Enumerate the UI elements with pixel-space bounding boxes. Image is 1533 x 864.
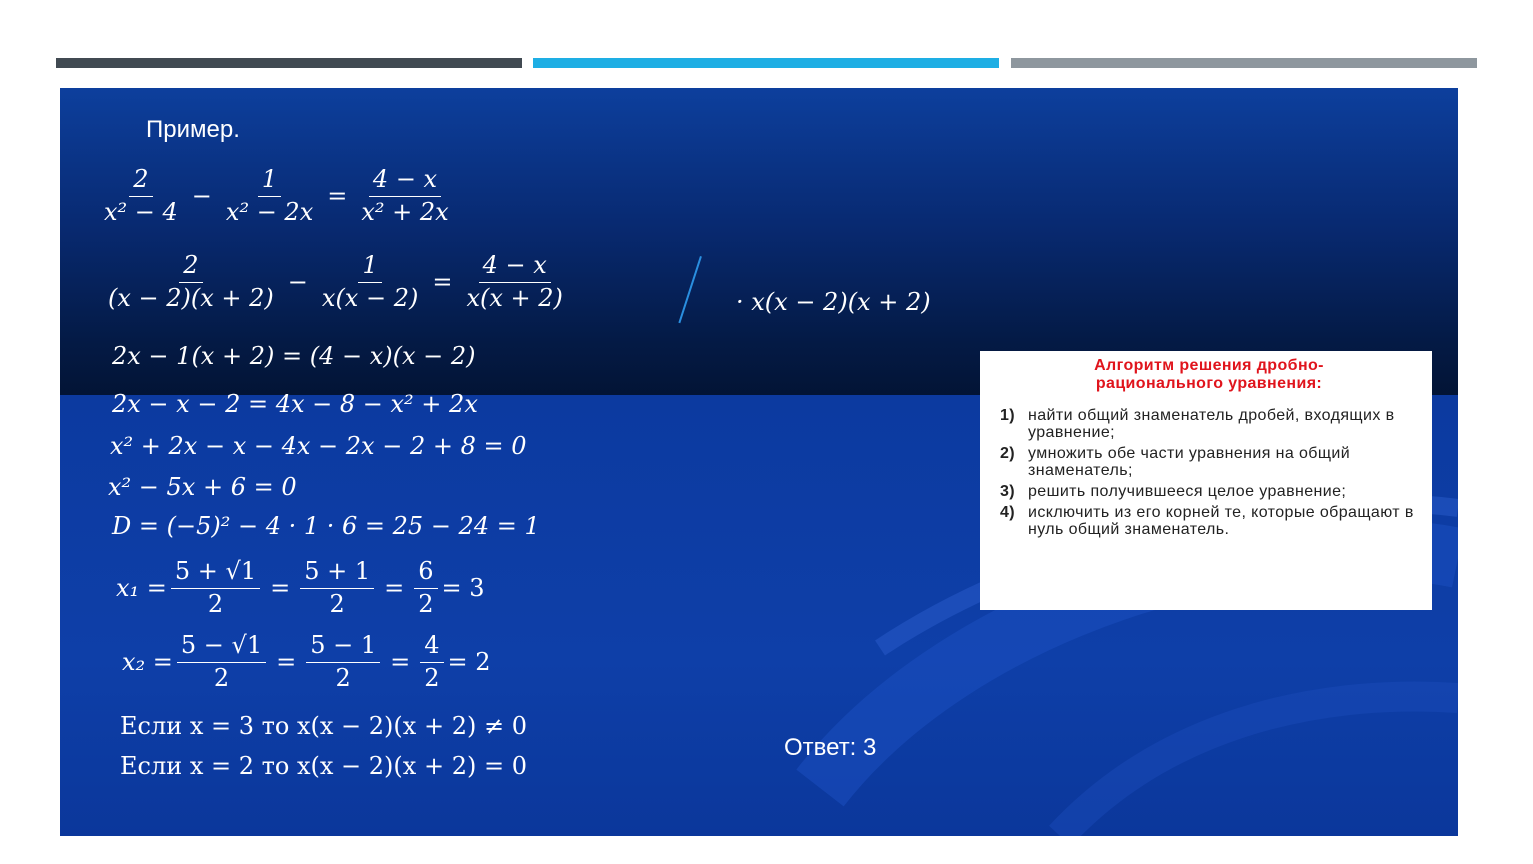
fraction	[357, 166, 452, 226]
operator: =	[276, 648, 297, 677]
algorithm-title-line-2: рационального уравнения:	[1095, 375, 1323, 392]
operator: =	[384, 574, 405, 603]
step-number: 2)	[1000, 445, 1016, 462]
step-text: найти общий знаменатель дробей, входящих в уравнение;	[1028, 407, 1395, 441]
algorithm-step	[1000, 504, 1418, 538]
step-number: 3)	[1000, 483, 1016, 500]
operator: =	[270, 574, 291, 603]
numerator: 5 − √1	[177, 632, 266, 663]
numerator: 2	[129, 166, 152, 197]
algorithm-step	[1000, 407, 1418, 441]
fraction	[300, 558, 374, 618]
root-label: x₂ =	[122, 648, 173, 677]
fraction	[414, 558, 437, 618]
denominator: 2	[329, 589, 345, 618]
fraction	[306, 632, 380, 692]
numerator: 4 − x	[479, 252, 551, 283]
root-x1	[116, 558, 485, 618]
multiplier-expression: · x(x − 2)(x + 2)	[736, 288, 931, 316]
numerator: 1	[358, 252, 381, 283]
operator: −	[191, 182, 212, 211]
root-value: = 3	[441, 574, 485, 603]
numerator: 1	[258, 166, 281, 197]
slide-panel	[60, 88, 1458, 836]
fraction	[171, 558, 260, 618]
discriminant: D = (−5)² − 4 · 1 · 6 = 25 − 24 = 1	[112, 512, 540, 540]
equation-step-6: x² − 5x + 6 = 0	[108, 473, 297, 501]
fraction	[420, 632, 443, 692]
root-value: = 2	[447, 648, 491, 677]
denominator: 2	[424, 663, 440, 692]
equation-step-4: 2x − x − 2 = 4x − 8 − x² + 2x	[112, 390, 478, 418]
equation-original	[96, 166, 457, 226]
example-title: Пример.	[146, 116, 240, 143]
operator: =	[432, 268, 453, 297]
fraction	[462, 252, 566, 312]
root-x2	[122, 632, 491, 692]
numerator: 5 + 1	[300, 558, 374, 589]
answer-text: Ответ: 3	[784, 734, 877, 761]
denominator: 2	[418, 589, 434, 618]
denominator: (x − 2)(x + 2)	[108, 283, 274, 312]
denominator: 2	[213, 663, 230, 692]
equation-step-3: 2x − 1(x + 2) = (4 − x)(x − 2)	[112, 342, 476, 370]
denominator: x² − 2x	[225, 197, 314, 226]
algorithm-box	[980, 351, 1432, 610]
denominator: x² − 4	[104, 197, 178, 226]
header-bar-dark	[56, 58, 522, 68]
operator: =	[327, 182, 348, 211]
root-label: x₁ =	[116, 574, 167, 603]
fraction	[222, 166, 317, 226]
denominator: x(x − 2)	[321, 283, 419, 312]
algorithm-steps	[1000, 407, 1418, 538]
fraction	[104, 252, 278, 312]
numerator: 6	[414, 558, 437, 589]
denominator: 2	[335, 663, 351, 692]
numerator: 4 − x	[369, 166, 441, 197]
equation-step-5: x² + 2x − x − 4x − 2x − 2 + 8 = 0	[110, 432, 527, 460]
operator: =	[390, 648, 411, 677]
algorithm-step	[1000, 445, 1418, 479]
algorithm-title-line-1: Алгоритм решения дробно-	[1094, 357, 1324, 374]
header-bar-blue	[533, 58, 999, 68]
algorithm-step	[1000, 483, 1418, 500]
denominator: 2	[207, 589, 224, 618]
step-text: исключить из его корней те, которые обращают в нуль общий знаменатель.	[1028, 504, 1414, 538]
fraction	[177, 632, 266, 692]
fraction	[100, 166, 182, 226]
numerator: 5 − 1	[306, 632, 380, 663]
step-text: решить получившееся целое уравнение;	[1028, 483, 1347, 500]
operator: −	[287, 268, 308, 297]
denominator: x(x + 2)	[466, 283, 563, 312]
header-bar-gray	[1011, 58, 1477, 68]
fraction	[318, 252, 422, 312]
equation-factored	[100, 252, 571, 312]
step-number: 4)	[1000, 504, 1016, 521]
step-text: умножить обе части уравнения на общий знаменатель;	[1028, 445, 1351, 479]
check-line-1: Если x = 3 то x(x − 2)(x + 2) ≠ 0	[120, 712, 527, 740]
numerator: 2	[179, 252, 202, 283]
step-number: 1)	[1000, 407, 1016, 424]
check-line-2: Если x = 2 то x(x − 2)(x + 2) = 0	[120, 752, 527, 780]
denominator: x² + 2x	[361, 197, 449, 226]
algorithm-title	[1000, 357, 1418, 393]
numerator: 5 + √1	[171, 558, 260, 589]
numerator: 4	[420, 632, 443, 663]
